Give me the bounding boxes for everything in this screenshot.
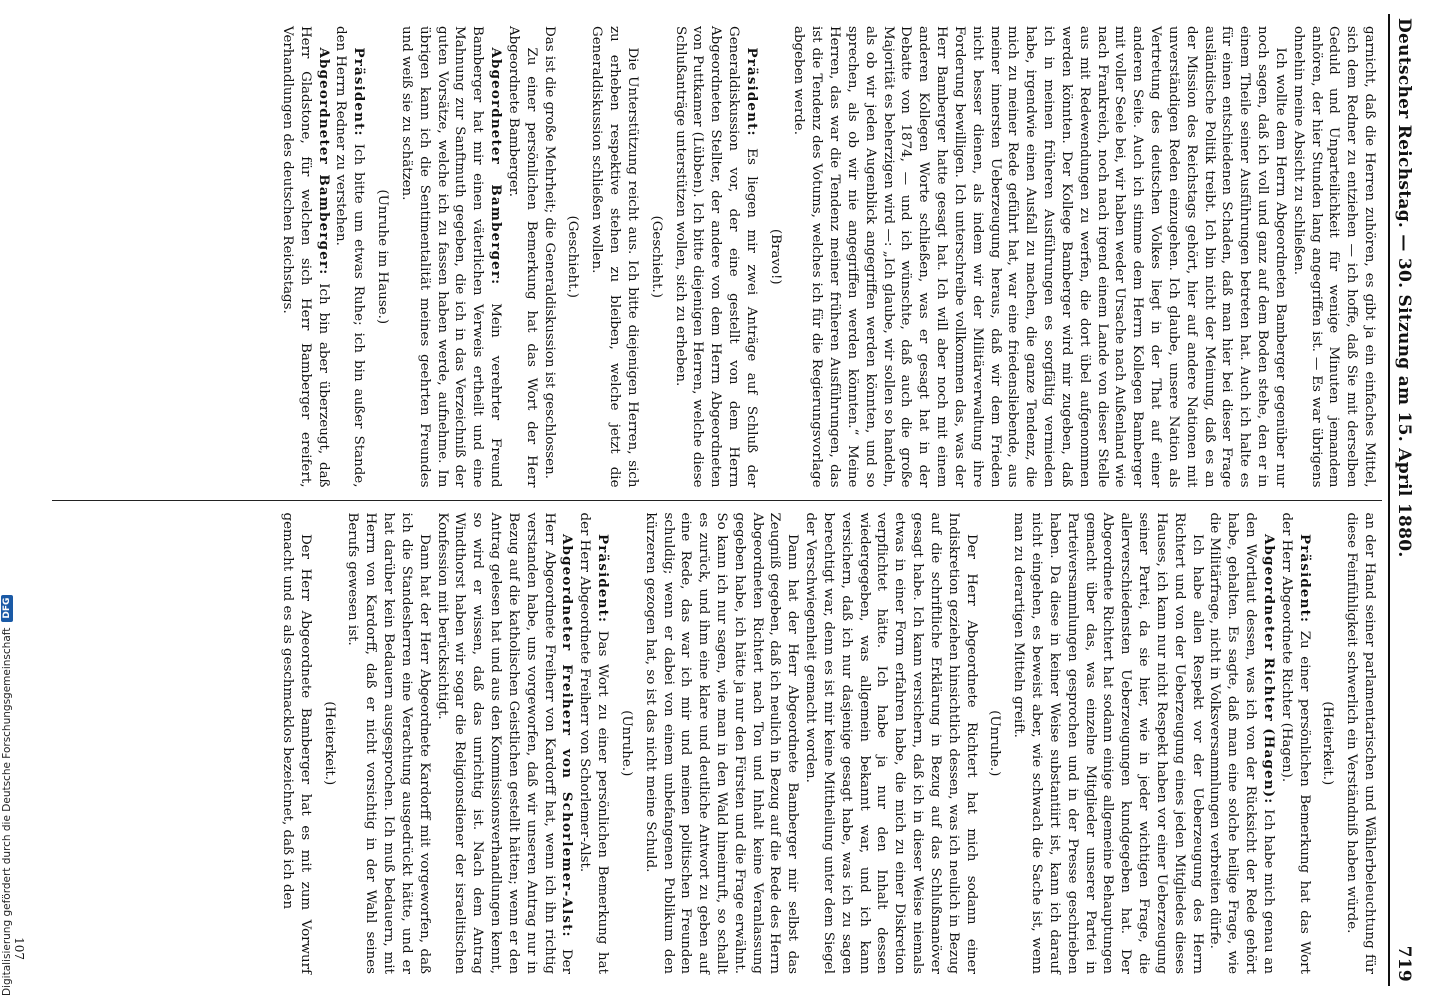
body-paragraph: garnicht, daß die Herren zuhören, es gibt ja ein einfaches Mittel, sich dem Redner zu entziehen — ich hoffe, daß Sie mit derselben Geduld und Unparteilichkeit für wenige Minuten jemandem anhören, der hier Stunden lang angegriffen ist. — Es war übrigens ohnehin meine Absicht zu schließen. [1290,26,1377,488]
body-paragraph: Das ist die große Mehrheit; die Generaldiskussion ist geschlossen. [541,26,557,479]
speech-text: Ich habe mich genau an den Wortlaut dessen, was ich von der Rücksicht der Rede gehört habe, gehalten. Es sagte, daß man eine solche heilige Frage, wie die Militärfrage, nicht in Volksversammlungen verbreiten dürfe. [1207,512,1276,974]
speaker-name: Abgeordneter Bamberger: [488,47,505,286]
reaction-note: (Geschieht.) [648,215,664,299]
body-paragraph: Ich wollte dem Herrn Abgeordneten Bamberger gegenüber nur noch sagen, daß ich voll und ganz auf dem Boden stehe, den er in einem Theile seiner Ausführungen betreten hat. Auch ich halte es für einen entschiedenen Schaden, daß man hier bei dieser Frage ausländische Politik treibt. Ich bin nicht der Meinung, daß es an der Mission des Reichstags gehört, hier auf andere Nationen mit unverständigen Reden einzugehen. Ich glaube, unsere Nation als Vertretung des deutschen Volkes liegt in der That auf einer anderen Seite. Auch ich stimme dem Herrn Kollegen Bamberger mit voller Seele bei, wir haben weder Ursache nach Außenland wie nach Frankreich, noch nach irgend einem Lande von dieser Stelle aus mit Redewendungen zu werfen, die dort übel aufgenommen werden könnten. Der Kollege Bamberger wird mir zugeben, daß ich in meinen früheren Ausführungen es sorgfältig vermieden habe, irgendwie einen Ausfall zu machen, die ganze Tendenz, die mich zu meiner Rede geführt hat, war eine friedensliebende, aus meiner innersten Ueberzeugung heraus, daß wir dem Frieden nicht besser dienen, als indem wir der Militärverwaltung ihre Forderung bewilligen. Ich unterschreibe vollkommen das, was der Herr Bamberger hatte gesagt hat. Ich will aber noch mit einem anderen Kollegen Worte schließen, was er gesagt hat in der Debatte von 1874, — und ich wünschte, daß auch die große Majorität es beherzigen wird —: „Ich glaube, wir sollen so handeln, als ob wir jeden Augenblick angegriffen werden könnten, und so sprechen, als ob wir nie angegriffen werden könnten.“ Meine Herren, das war die Tendenz meiner früheren Ausführungen, das ist die Tendenz des Votums, welches ich für die Regierungsvorlage abgeben werde. [791,26,1288,488]
sheet-number: 107 [12,937,26,960]
speaker-name: Präsident: [595,533,612,624]
speech-text: Ich bitte um etwas Ruhe; ich bin außer Stande, den Herrn Redner zu verstehen. [333,26,367,488]
reaction-note: (Heiterkeit.) [1320,701,1336,786]
reaction-note: (Unruhe.) [618,710,634,777]
speaker-name: Präsident: [351,47,368,137]
body-paragraph: Die Unterstützung reicht aus. Ich bitte diejenigen Herren, sich zu erheben respektive stehen zu bleiben, welche jetzt die Generaldiskussion schließen wollen. [589,26,640,488]
page-title: Deutscher Reichstag. — 30. Sitzung am 15. April 1880. [1394,18,1414,558]
speaker-name: Abgeordneter Bamberger: [315,47,332,276]
funding-note-text: Digitalisierung gefördert durch die Deutsche Forschungsgemeinschaft [1,627,13,996]
body-paragraph: Zu einer persönlichen Bemerkung hat das Wort der Herr Abgeordnete Bamberger. [505,26,539,488]
body-paragraph: Ich habe allen Respekt vor der Ueberzeugung des Herrn Richtert und von der Ueberzeugung eines jeden Mitgliedes dieses Hauses, ich kann nur nicht Respekt haben vor einer Ueberzeugung seiner Partei, da sie hier, wie in jeder wichtigen Frage, die allerverschiedensten Ueberzeugungen kundgegeben hat. Der Abgeordnete Richtert hat sodann einige allgemeine Behauptungen gemacht über das, was einzelne Mitglieder unserer Partei in Parteiversammlungen gesprochen und in der Presse geschrieben haben. Da diese in keiner Weise substantiirt ist, kann ich darauf nicht eingehen, es beweist aber, wie schwach die Sache ist, wenn man zu derartigen Mitteln greift. [1011,512,1205,974]
speech-text: Ich bin aber überzeugt, daß Herr Gladstone, für welchen sich Herr Bamberger ereifert, Verhandlungen des deutschen Reichstags. [279,26,331,488]
speaker-name: Abgeordneter Richter (Hagen): [1260,533,1277,805]
speech-paragraph [1206,513,1277,975]
text-column-right [52,500,1382,987]
speaker-name: Präsident: [743,47,760,137]
reaction-note: (Bravo!) [767,228,783,285]
speech-paragraph [433,513,576,975]
dfg-logo: DFG [1,595,13,622]
body-paragraph: Der Herr Abgeordnete Bamberger hat es mit zum Vorwurf gemacht und es als geschmacklos bezeichnet, daß ich den [279,512,313,974]
speech-paragraph [278,26,331,488]
body-paragraph: Der Herr Abgeordnete Richtert hat mich sodann einer Indiskretion geziehen hinsichtlich dessen, was ich neulich in Bezug auf die schriftliche Erklärung in Bezug auf das Schlußmanöver gesagt habe. Ich kann versichern, daß ich in dieser Weise niemals etwas in einer Form erfahren habe, die mich zu einer Diskretion verpflichtet hätte. Ich habe ja nur den Inhalt dessen wiedergegeben, was allgemein bekannt war, und ich kann versichern, daß ich nur dasjenige gesagt habe, was ich zu sagen berechtigt war, denn es ist mir keine Mittheilung unter dem Siegel der Verschwiegenheit gemacht worden. [803,512,979,974]
speaker-name: Abgeordneter Freiherr von Schorlemer-Alst: [559,533,576,938]
speech-text: Es liegen mir zwei Anträge auf Schluß der Generaldiskussion vor, der eine gestellt von dem Herrn Abgeordneten Stellter, der andere von dem Herrn Abgeordneten von Puttkamer (Lübben). Ich bitte diejenigen Herren, welche diese Schlußanträge unterstützen wollen, sich zu erheben. [672,26,759,488]
reaction-note: (Heiterkeit.) [321,701,337,786]
speech-paragraph [397,26,504,488]
speech-text: Zu einer persönlichen Bemerkung hat das Wort der Herr Abgeordnete Richter (Hagen). [1278,512,1312,974]
speech-paragraph [671,26,760,488]
speech-paragraph [332,26,368,488]
text-columns [52,14,1382,986]
text-column-left [52,14,1382,500]
body-paragraph: an der Hand seiner parlamentarischen und Wählerbeleuchtung für diese Feinfühligkeit schwerlich ein Verständniß haben würde. [1344,512,1377,974]
speech-text: Mein verehrter Freund Bamberger hat mir einen väterlichen Verweis ertheilt und eine Mahnung zur Sanftmuth gegeben, die ich in das Verzeichniß der guten Vorsätze, welche ich zu fassen haben werde, aufnehme. Im übrigen kann ich die Sentimentalität meines geehrten Freundes und weiß sie zu schätzen. [398,26,504,488]
reaction-note: (Unruhe im Hause.) [375,189,391,325]
speech-text: Der Herr Abgeordnete Freiherr von Kardorff hat, wenn ich ihn richtig verstanden habe, uns vorgeworfen, daß wir unseren Antrag nur in Bezug auf die katholischen Geistlichen gestellt hätten; wenn er den Antrag gelesen hat und aus den Kommissionsverhandlungen kennt, so wird er wissen, daß das unrichtig ist. Nach dem Antrag Windthorst haben wir sogar die Religionsdiener der israelitischen Konfession mit berücksichtigt. [434,512,575,974]
body-paragraph: Dann hat der Herr Abgeordnete Bamberger mir selbst das Zeugniß gegeben, daß ich neulich in Bezug auf die Rede des Herrn Abgeordneten Richtert nach Ton und Inhalt keine Veranlassung gegeben habe, ich hätte ja nur den Fürsten und die Frage erwähnt. So kann ich nur sagen, wie man in den Wald hineinruft, so schallt es zurück, und ihm eine klare und deutliche Antwort zu geben auf eine Rede, das war ich mir und meinen politischen Freunden schuldig; wenn er dabei von einem unbefangenen Publikum den kürzeren gezogen hat, so ist das nicht meine Schuld. [642,512,801,974]
reaction-note: (Unruhe.) [987,710,1003,777]
reaction-note: (Geschieht.) [565,215,581,299]
speech-text: Das Wort zu einer persönlichen Bemerkung hat der Herr Abgeordnete Freiherr von Schorlemer-Alst. [577,512,611,974]
speaker-name: Präsident: [1296,533,1313,624]
body-paragraph: Dann hat der Herr Abgeordnete Kardorff mit vorgeworfen, daß ich die Standesherren eine Verachtung ausgedrückt hätte, und er hat darüber kein Bedauern ausgesprochen. Ich muß bedauern, mit Herrn von Kardorff, daß er nicht vorsichtig in der Wahl seines Berufs gewesen ist. [345,512,432,974]
speech-paragraph [1277,513,1313,975]
page-header [1388,14,1414,986]
page-number: 719 [1394,945,1414,982]
speech-paragraph [575,513,611,975]
